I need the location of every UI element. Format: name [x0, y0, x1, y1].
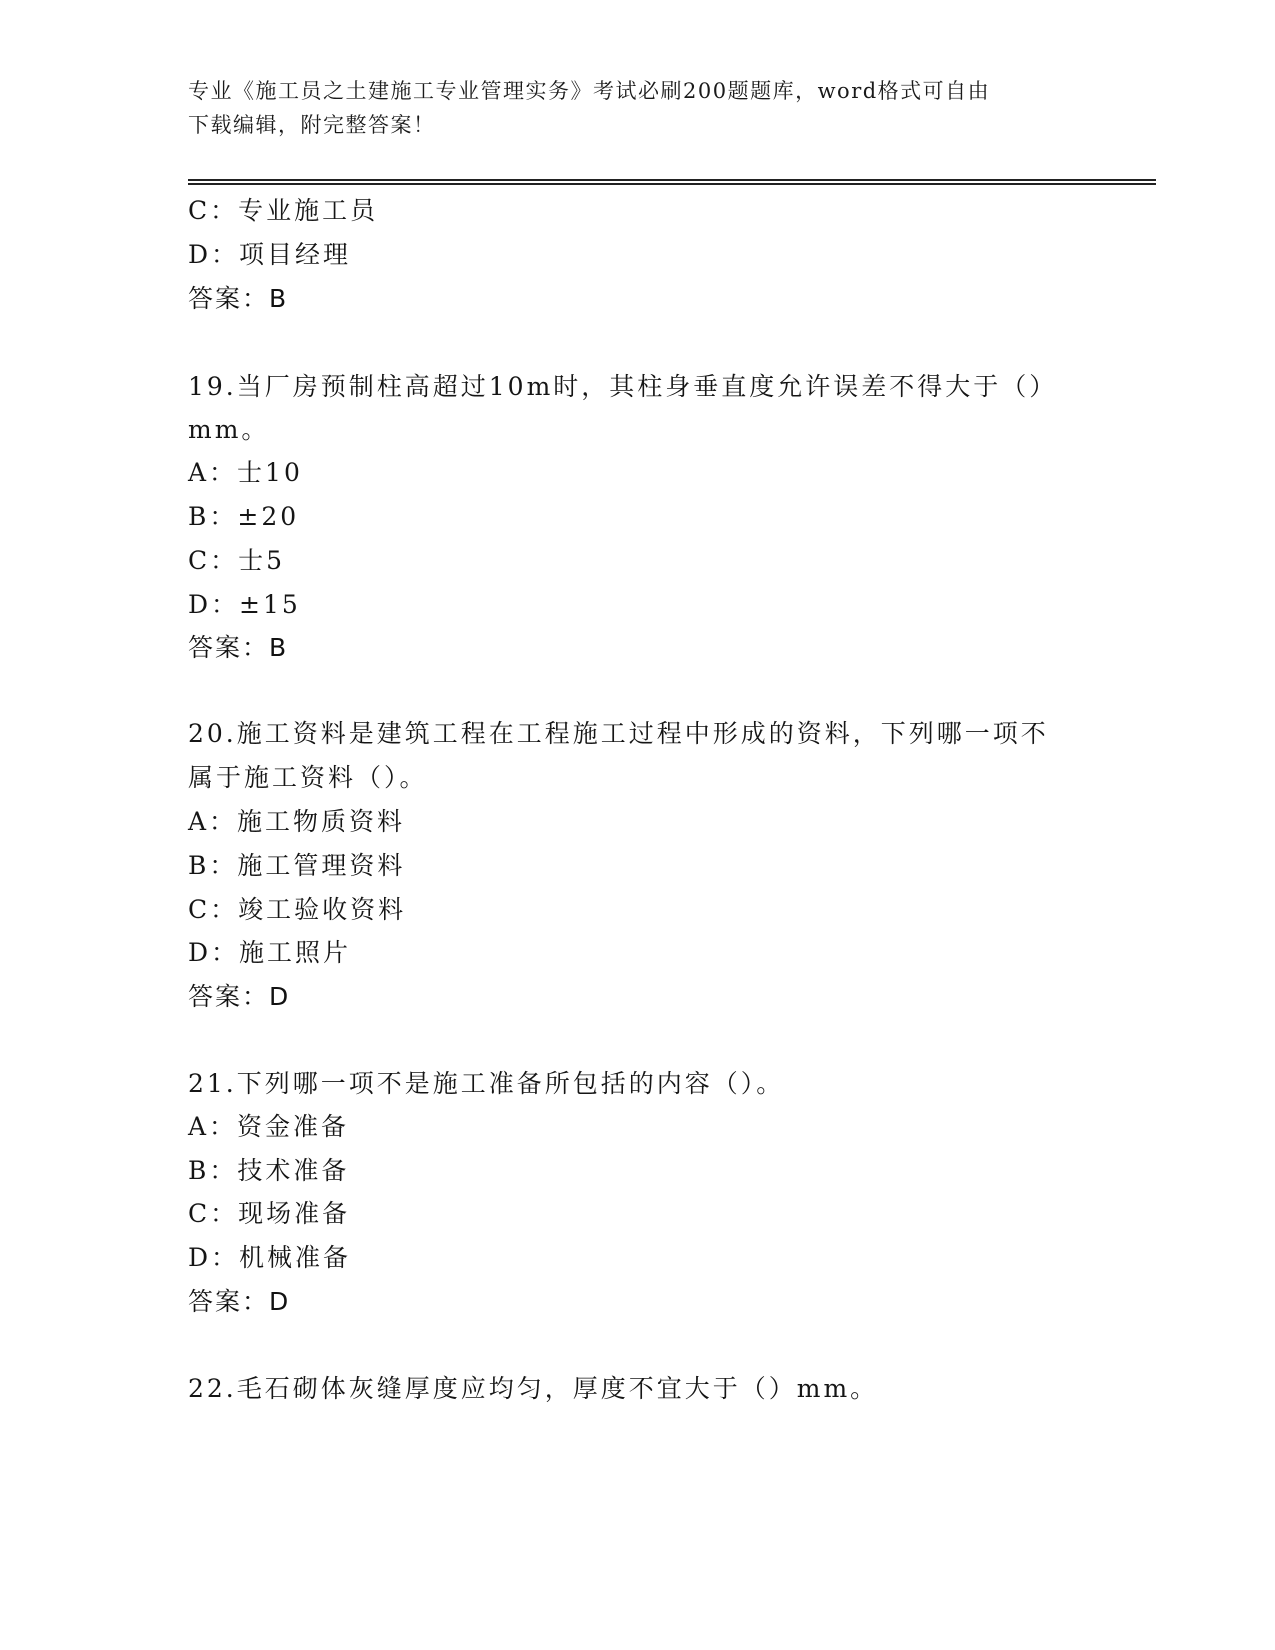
q20-option-b: B：施工管理资料 [188, 851, 406, 880]
header-rule-bottom [188, 183, 1156, 185]
q20-text-line-2: 属于施工资料（）。 [188, 763, 428, 792]
q22-text-line-1: 22.毛石砌体灰缝厚度应均匀，厚度不宜大于（）mm。 [188, 1374, 879, 1403]
q20-option-a: A：施工物质资料 [188, 807, 406, 836]
q21-option-c: C：现场准备 [188, 1199, 351, 1228]
header-line-2: 下载编辑，附完整答案！ [188, 113, 436, 137]
q21-text-line-1: 21.下列哪一项不是施工准备所包括的内容（）。 [188, 1069, 785, 1098]
header-rule-top [188, 179, 1156, 181]
q20-option-d: D：施工照片 [188, 938, 352, 967]
header-line-1: 专业《施工员之土建施工专业管理实务》考试必刷200题题库，word格式可自由 [188, 79, 991, 103]
q20-answer: 答案：D [188, 982, 291, 1011]
q19-option-a: A：士10 [188, 458, 303, 487]
q20-option-c: C：竣工验收资料 [188, 895, 407, 924]
q19-option-d: D：±15 [188, 590, 301, 619]
q21-option-b: B：技术准备 [188, 1156, 350, 1185]
q19-option-c: C：士5 [188, 546, 286, 575]
q18-option-d: D：项目经理 [188, 240, 352, 269]
q18-answer: 答案：B [188, 284, 289, 313]
document-header [188, 74, 1078, 142]
q21-answer: 答案：D [188, 1287, 291, 1316]
q19-text-line-1: 19.当厂房预制柱高超过10m时，其柱身垂直度允许误差不得大于（） [188, 372, 1058, 401]
q20-text-line-1: 20.施工资料是建筑工程在工程施工过程中形成的资料，下列哪一项不 [188, 719, 1049, 748]
q19-answer: 答案：B [188, 633, 289, 662]
q21-option-d: D：机械准备 [188, 1243, 352, 1272]
q19-option-b: B：±20 [188, 502, 300, 531]
q18-option-c: C：专业施工员 [188, 196, 379, 225]
q19-text-line-2: mm。 [188, 415, 270, 444]
q21-option-a: A：资金准备 [188, 1112, 350, 1141]
